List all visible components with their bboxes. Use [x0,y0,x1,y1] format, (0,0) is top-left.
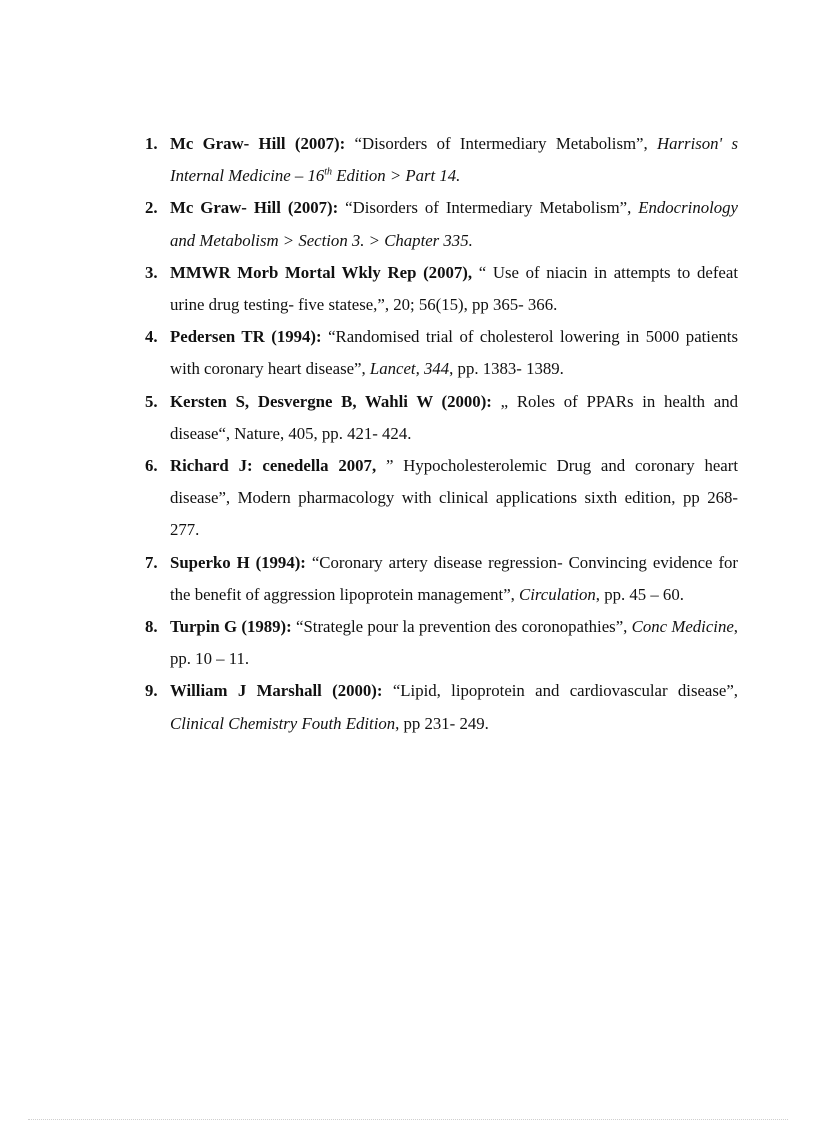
reference-source: Conc Medicine [631,617,734,637]
reference-item [145,386,738,450]
reference-source: Clinical Chemistry Fouth Edition [170,713,396,733]
reference-text: “Disorders of Intermediary Metabolism”, [345,134,657,153]
reference-number: 4. [145,327,158,347]
reference-number: 7. [145,552,158,572]
reference-author: MMWR Morb Mortal Wkly Rep (2007), [170,262,473,282]
reference-text: , pp. 1383- 1389. [449,359,564,379]
reference-number: 3. [145,262,158,282]
reference-text: “Disorders of Intermediary Metabolism”, [338,198,639,218]
reference-text: „ Roles of PPARs in health and disease“, Nature, 405, pp. 421- 424. [170,391,738,443]
reference-text: , pp 231- 249. [395,713,489,733]
reference-author: Turpin G (1989): [170,617,292,637]
reference-number: 8. [145,617,158,637]
reference-author: Pedersen TR (1994): [170,327,322,347]
reference-number: 2. [145,198,158,218]
reference-item [145,192,738,256]
reference-text: “Lipid, lipoprotein and cardiovascular disease”, [382,681,738,701]
reference-list [145,128,738,740]
reference-number: 5. [145,391,158,411]
reference-source: Circulation [519,584,596,604]
reference-item [145,611,738,675]
reference-text: “Strategle pour la prevention des coronopathies”, [291,617,632,637]
reference-item [145,450,738,547]
reference-text: , pp. 10 – 11. [170,617,738,669]
reference-author: Richard J: cenedella 2007, [170,456,377,476]
reference-text: “Coronary artery disease regression- Convincing evidence for the benefit of aggression lipoprotein management”, [170,552,739,604]
reference-text: “Randomised trial of cholesterol lowering in 5000 patients with coronary heart disease”, [170,327,739,379]
reference-text: “ Use of niacin in attempts to defeat urine drug testing- five statese,”, 20; 56(15), pp 365- 366. [170,262,738,315]
reference-author: Mc Graw- Hill (2007): [170,134,346,153]
reference-item [145,675,738,739]
reference-text: ” Hypocholesterolemic Drug and coronary heart disease”, Modern pharmacology with clinical applications sixth edition, pp 268- 277. [170,456,738,540]
page-bottom-rule [28,1119,788,1120]
reference-source: Endocrinology and Metabolism > Section 3. > Chapter 335. [170,198,738,250]
reference-author: Kersten S, Desvergne B, Wahli W (2000): [170,391,492,411]
reference-author: Superko H (1994): [170,552,306,572]
reference-number: 6. [145,456,158,476]
reference-superscript: th [324,166,333,178]
reference-source: Edition > Part 14. [332,166,461,186]
reference-author: William J Marshall (2000): [170,681,383,701]
reference-source: Lancet, 344 [369,359,450,379]
reference-item [145,257,738,321]
reference-source: Harrison' s Internal Medicine – 16 [170,134,738,186]
reference-number: 9. [145,681,158,701]
reference-text: , pp. 45 – 60. [595,584,684,604]
reference-item [145,128,738,192]
reference-item [145,321,738,385]
reference-item [145,547,738,611]
reference-author: Mc Graw- Hill (2007): [170,198,339,218]
reference-number: 1. [145,134,158,153]
